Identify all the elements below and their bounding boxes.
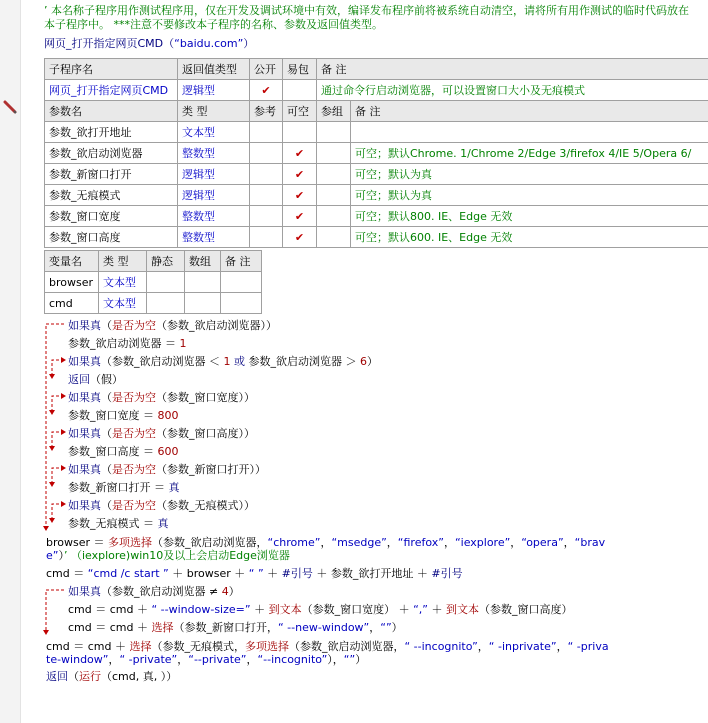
function-name: 多项选择 [244,640,289,653]
token: （参数_窗口高度） [478,603,573,616]
col-header: 可空 [283,101,317,122]
param-name[interactable]: 参数_无痕模式 [45,185,178,206]
code-line[interactable] [46,565,463,581]
string-literal: “ -private” [119,653,178,666]
constant: #引号 [431,567,463,580]
keyword: 真 [168,481,180,494]
code-line[interactable] [68,583,240,599]
keyword: 如果真 [68,463,101,476]
code-line[interactable] [68,619,403,635]
token: ） [228,585,240,598]
token: ＝ [139,409,158,422]
function-name: 运行 [79,670,101,683]
token: ， [386,536,398,549]
token: ）， [327,653,344,666]
token: （假） [90,373,123,386]
string-literal: “ --new-window” [277,621,370,634]
col-header: 公开 [250,59,283,80]
code-line[interactable] [68,335,187,351]
string-literal: “,” [413,603,428,616]
token: ＋ browser ＋ [168,567,249,580]
col-header: 备 注 [221,251,262,272]
number-literal: 4 [221,585,229,598]
string-literal: “brav [574,536,606,549]
code-line[interactable] [46,651,366,667]
sub-type-cell[interactable]: 逻辑型 [178,80,250,101]
col-header: 数组 [185,251,221,272]
token: （参数_无痕模式）） [156,499,255,512]
number-literal: 1 [179,337,187,350]
param-type[interactable]: 逻辑型 [178,164,250,185]
token: cmd ＝ cmd ＋ [46,640,130,653]
token: ＋ [250,603,269,616]
col-header: 易包 [283,59,317,80]
number-literal: 800 [157,409,179,422]
token: （参数_无痕模式， [151,640,245,653]
number-literal: 600 [157,445,179,458]
string-literal: e” [46,549,59,562]
keyword: 返回 [68,373,90,386]
code-line[interactable] [68,497,255,513]
nullable-check-icon[interactable]: ✔ [283,164,317,185]
nullable-check-icon[interactable]: ✔ [283,185,317,206]
token: ＝ [150,481,169,494]
string-literal: “” [343,653,356,666]
string-literal: “ -inprivate” [488,640,557,653]
token: ＋ [263,567,282,580]
col-header: 类 型 [99,251,147,272]
nullable-check-icon[interactable]: ✔ [283,227,317,248]
token: ， [246,653,258,666]
var-type[interactable]: 文本型 [99,272,147,293]
token: ， [369,621,381,634]
token: ） [355,653,367,666]
token: ＝ [139,517,158,530]
col-header: 静态 [147,251,185,272]
code-line[interactable] [68,601,572,617]
string-literal: “msedge” [331,536,387,549]
param-note[interactable]: 可空；默认800. IE、Edge 无效 [351,206,708,227]
param-note[interactable]: 可空；默认Chrome. 1/Chrome 2/Edge 3/firefox 4/IE 5/Opera 6/ [351,143,708,164]
token: ， [510,536,522,549]
param-name[interactable]: 参数_欲打开地址 [45,122,178,143]
token: ， [556,640,568,653]
string-literal: “” [380,621,392,634]
token: ， [320,536,332,549]
nullable-check-icon[interactable]: ✔ [283,206,317,227]
code-line[interactable] [46,668,177,684]
col-header: 参考 [250,101,283,122]
keyword: 如果真 [68,319,101,332]
token: ＝ [139,445,158,458]
token: （ [101,463,112,476]
token: （参数_欲启动浏览器， [152,536,268,549]
string-literal: te-window” [46,653,109,666]
code-line[interactable] [68,461,266,477]
token: （参数_新窗口打开）） [156,463,266,476]
header-comment: ’ 本名称子程序用作测试程序用，仅在开发及调试环境中有效，编译发布程序前将被系统自动清空，请将所有用作测试的临时代码放在本子程序中。 ***注意不要修改本子程序的名称、参数及返回值类型。 [44,4,689,31]
nullable-check-icon[interactable]: ✔ [283,143,317,164]
code-line[interactable] [68,407,179,423]
string-literal: “firefox” [397,536,444,549]
param-note[interactable]: 可空；默认600. IE、Edge 无效 [351,227,708,248]
param-type[interactable]: 整数型 [178,143,250,164]
token: cmd ＝ cmd ＋ [68,603,152,616]
token: ， [108,653,120,666]
code-line[interactable] [68,371,123,387]
token: （ [101,427,112,440]
col-header: 备 注 [317,59,708,80]
token: （ [101,499,112,512]
number-literal: 6 [360,355,367,368]
signature-name: 网页_打开指定网页CMD [44,37,164,50]
token: （参数_窗口宽度） ＋ [301,603,414,616]
var-type[interactable]: 文本型 [99,293,147,314]
signature-arg: “baidu.com” [174,37,244,50]
param-type[interactable]: 逻辑型 [178,185,250,206]
string-literal: “ --window-size=” [151,603,251,616]
token: 参数_窗口高度 [68,445,140,458]
param-name[interactable]: 参数_新窗口打开 [45,164,178,185]
col-header: 子程序名 [45,59,178,80]
token: cmd ＝ [46,567,88,580]
param-note[interactable]: 可空；默认为真 [351,185,708,206]
keyword: 如果真 [68,499,101,512]
function-name: 是否为空 [112,427,156,440]
code-line[interactable] [68,425,255,441]
signature-open: （ [163,37,175,50]
code-line[interactable] [68,479,180,495]
keyword: 如果真 [68,585,101,598]
string-literal: “opera” [521,536,564,549]
token: （ [101,319,112,332]
keyword: 如果真 [68,391,101,404]
token: 参数_欲启动浏览器 [68,337,162,350]
number-literal: 1 [223,355,231,368]
param-name[interactable]: 参数_窗口宽度 [45,206,178,227]
code-comment: ’ （iexplore)win10及以上会启动Edge浏览器 [63,549,290,562]
var-name[interactable]: browser [45,272,99,293]
token: ， [443,536,455,549]
public-check-icon[interactable]: ✔ [250,80,283,101]
col-header: 类 型 [178,101,250,122]
token: ） [391,621,403,634]
sub-note-cell[interactable]: 通过命令行启动浏览器，可以设置窗口大小及无痕模式 [317,80,708,101]
keyword: 如果真 [68,355,101,368]
param-type[interactable]: 整数型 [178,227,250,248]
col-header: 参数名 [45,101,178,122]
function-name: 多项选择 [108,536,153,549]
function-name: 到文本 [268,603,302,616]
function-name: 到文本 [445,603,479,616]
token: （参数_欲启动浏览器， [288,640,405,653]
col-header: 备 注 [351,101,708,122]
token: （参数_欲启动浏览器）） [156,319,277,332]
col-header: 返回值类型 [178,59,250,80]
sub-name-cell[interactable]: 网页_打开指定网页CMD [45,80,178,101]
string-literal: “cmd /c start ” [87,567,169,580]
string-literal: “ --incognito” [404,640,478,653]
keyword: 返回 [46,670,68,683]
code-line[interactable] [68,353,378,369]
param-type[interactable]: 文本型 [178,122,250,143]
code-line[interactable] [68,389,255,405]
token: ） [367,355,378,368]
token: browser ＝ [46,536,109,549]
keyword: 或 [230,355,249,368]
token: ， [477,640,489,653]
function-name: 选择 [129,640,152,653]
col-header: 参组 [317,101,351,122]
token: ， [563,536,575,549]
string-literal: “ ” [248,567,264,580]
function-name: 是否为空 [112,319,156,332]
code-line[interactable] [68,317,277,333]
col-header: 变量名 [45,251,99,272]
signature-close: ） [243,37,255,50]
token: ＋ [427,603,446,616]
string-literal: “chrome” [267,536,321,549]
param-name[interactable]: 参数_窗口高度 [45,227,178,248]
token: （参数_新窗口打开， [173,621,278,634]
keyword: 如果真 [68,427,101,440]
var-name[interactable]: cmd [45,293,99,314]
string-literal: “iexplore” [454,536,511,549]
string-literal: “--private” [188,653,247,666]
token: ） [58,549,64,562]
token: ＝ [161,337,180,350]
token: 参数_无痕模式 [68,517,140,530]
function-name: 是否为空 [112,499,156,512]
token: ， [177,653,189,666]
string-literal: “ -priva [567,640,609,653]
token: 参数_新窗口打开 [68,481,151,494]
code-line[interactable] [68,515,169,531]
param-note[interactable]: 可空；默认为真 [351,164,708,185]
token: （参数_欲启动浏览器 ＜ [101,355,224,368]
token: cmd ＝ cmd ＋ [68,621,152,634]
function-name: 选择 [151,621,174,634]
string-literal: “--incognito” [257,653,328,666]
token: （ [101,391,112,404]
function-name: 是否为空 [112,391,156,404]
keyword: 真 [157,517,169,530]
code-line[interactable] [68,443,179,459]
token: （ [68,670,79,683]
token: （cmd, 真, ）） [101,670,178,683]
token: （参数_欲启动浏览器 ≠ [101,585,222,598]
token: 参数_窗口宽度 [68,409,140,422]
token: 参数_欲启动浏览器 ＞ [248,355,360,368]
token: ＋ 参数_欲打开地址 ＋ [312,567,432,580]
function-name: 是否为空 [112,463,156,476]
param-type[interactable]: 整数型 [178,206,250,227]
code-line[interactable] [46,547,290,563]
constant: #引号 [281,567,313,580]
param-name[interactable]: 参数_欲启动浏览器 [45,143,178,164]
token: （参数_窗口宽度）） [156,391,255,404]
token: （参数_窗口高度）） [156,427,255,440]
